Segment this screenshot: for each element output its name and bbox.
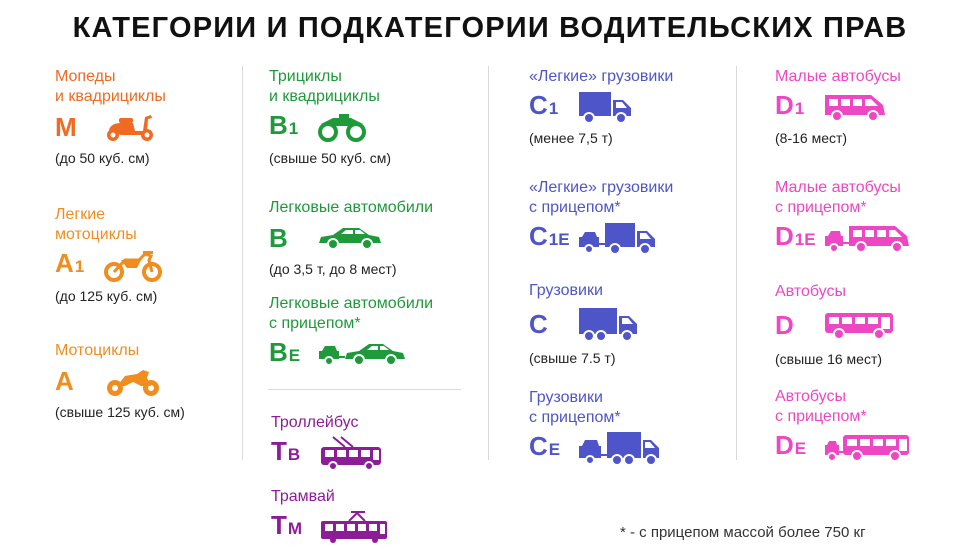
category-code: B E [269, 337, 301, 367]
category-d1: Малые автобусы D 1 (8-16 мест) [775, 68, 901, 146]
scooter-icon [103, 111, 159, 143]
section-divider [268, 389, 461, 390]
truck-trailer-icon [577, 430, 663, 466]
category-code: C 1E [529, 221, 570, 251]
category-label: Малые автобусы [775, 68, 901, 85]
minibus-icon [823, 91, 887, 123]
category-label: Трициклы и квадрициклы [269, 68, 380, 105]
category-label: Легковые автомобили [269, 199, 434, 216]
category-a: Мотоциклы A (свыше 125 куб. см) [55, 342, 185, 420]
category-code: B [269, 223, 288, 253]
category-de [775, 387, 911, 467]
small-truck-icon [577, 90, 633, 124]
car-icon [317, 225, 383, 251]
category-code: D 1 [775, 90, 805, 120]
category-label: Мотоциклы [55, 342, 140, 359]
category-label: Трамвай [271, 488, 335, 505]
category-c: Грузовики C (свыше 7.5 т) [529, 281, 639, 367]
category-be [269, 294, 433, 374]
category-c1e [529, 178, 673, 258]
minibus-trailer-icon [823, 222, 913, 254]
category-d: Автобусы D (свыше 16 мест) [775, 282, 895, 368]
category-b1: Трициклы и квадрициклы B 1 (свыше 50 куб. см) [269, 68, 392, 166]
category-code: D 1E [775, 221, 816, 251]
footnote: * - с прицепом массой более 750 кг [620, 524, 866, 541]
column-divider [736, 66, 737, 460]
category-label: Автобусы с прицепом* [775, 388, 867, 425]
category-d1e [775, 178, 913, 258]
category-b: Легковые автомобили B (до 3,5 т, до 8 мест) [269, 199, 434, 277]
category-label: Легкие мотоциклы [55, 206, 137, 243]
car-trailer-icon [317, 341, 409, 367]
category-label: Грузовики с прицепом* [529, 389, 621, 426]
category-label: Легковые автомобили с прицепом* [269, 295, 434, 332]
category-code: M [55, 112, 77, 142]
column-divider [242, 66, 243, 460]
category-m: Мопеды и квадрициклы M (до 50 куб. см) [55, 68, 166, 166]
column-divider [488, 66, 489, 460]
motorcycle-icon [103, 364, 163, 398]
category-label: Троллейбус [271, 414, 359, 431]
category-code: C [529, 309, 548, 339]
category-code: D E [775, 430, 807, 460]
category-label: Мопеды и квадрициклы [55, 68, 166, 105]
category-label: Автобусы [775, 283, 846, 300]
category-code: D [775, 310, 794, 340]
category-c1: «Легкие» грузовики C 1 (менее 7,5 т) [529, 68, 674, 146]
dirtbike-icon [103, 248, 163, 282]
bus-trailer-icon [823, 431, 911, 463]
category-label: «Легкие» грузовики [529, 68, 674, 85]
category-label: Малые автобусы с прицепом* [775, 179, 901, 216]
truck-icon [577, 306, 639, 342]
category-tm [271, 487, 389, 547]
category-code: T B [271, 436, 301, 466]
category-ce [529, 388, 663, 468]
category-label: «Легкие» грузовики с прицепом* [529, 179, 674, 216]
small-truck-trailer-icon [577, 221, 659, 255]
category-code: T M [271, 510, 303, 540]
category-a1: Легкие мотоциклы A 1 (до 125 куб. см) [55, 205, 163, 305]
category-label: Грузовики [529, 282, 603, 299]
category-code: C 1 [529, 90, 559, 120]
category-code: A [55, 366, 74, 396]
category-tb [271, 413, 383, 473]
trolleybus-icon [319, 435, 383, 471]
category-code: A 1 [55, 248, 85, 278]
tram-icon [319, 509, 389, 545]
page-title: КАТЕГОРИИ И ПОДКАТЕГОРИИ ВОДИТЕЛЬСКИХ ПРАВ [72, 12, 908, 44]
category-code: B 1 [269, 110, 299, 140]
bus-icon [823, 309, 895, 341]
category-code: C E [529, 431, 561, 461]
atv-icon [317, 112, 367, 142]
